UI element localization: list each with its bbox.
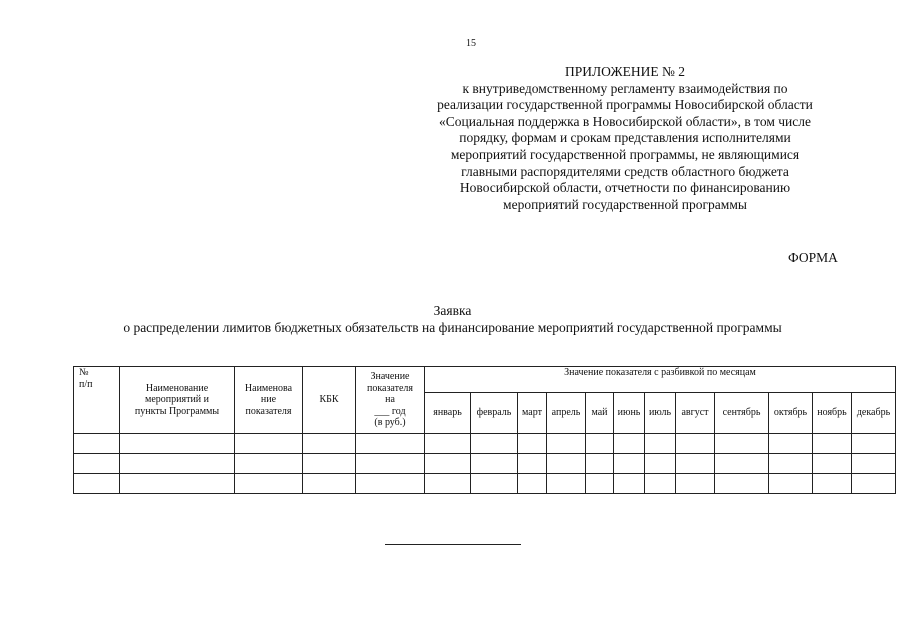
table-cell xyxy=(676,454,715,474)
title-line-2: о распределении лимитов бюджетных обязательств на финансирование мероприятий государственной программы xyxy=(123,320,782,335)
header-indicator-value xyxy=(356,367,425,434)
table-cell xyxy=(471,434,518,454)
table-cell xyxy=(74,434,120,454)
month-header: апрель xyxy=(547,393,586,434)
header-line: Значение xyxy=(370,371,410,383)
table-cell xyxy=(74,474,120,494)
header-num-line: п/п xyxy=(79,378,93,390)
table-cell xyxy=(645,434,676,454)
table-cell xyxy=(356,434,425,454)
table-cell xyxy=(547,434,586,454)
month-header: май xyxy=(586,393,614,434)
table-cell xyxy=(471,474,518,494)
appendix-line: «Социальная поддержка в Новосибирской области», в том числе xyxy=(438,113,811,129)
header-line: ___ год xyxy=(374,405,406,417)
table-cell xyxy=(769,454,813,474)
appendix-header xyxy=(410,64,840,213)
table-cell xyxy=(813,454,852,474)
appendix-line: ПРИЛОЖЕНИЕ № 2 xyxy=(564,64,686,79)
appendix-line: порядку, формам и срокам представления исполнителями xyxy=(459,130,791,146)
table-cell xyxy=(425,434,471,454)
table-cell xyxy=(614,474,645,494)
table-cell xyxy=(715,474,769,494)
month-header: сентябрь xyxy=(715,393,769,434)
month-header: август xyxy=(676,393,715,434)
table-cell xyxy=(471,454,518,474)
header-num-line: № xyxy=(79,367,89,378)
table-cell xyxy=(356,454,425,474)
table-cell xyxy=(645,454,676,474)
appendix-line: к внутриведомственному регламенту взаимодействия по xyxy=(462,80,788,96)
appendix-line: мероприятий государственной программы xyxy=(503,196,747,212)
month-header: январь xyxy=(425,393,471,434)
table-cell xyxy=(303,434,356,454)
table-cell xyxy=(614,454,645,474)
header-monthly-breakdown: Значение показателя с разбивкой по месяцам xyxy=(425,367,896,393)
table-cell xyxy=(852,474,896,494)
header-line: мероприятий и xyxy=(145,394,209,406)
request-form-table xyxy=(73,366,896,494)
header-kbk: КБК xyxy=(303,367,356,434)
month-header: июль xyxy=(645,393,676,434)
appendix-line: Новосибирской области, отчетности по финансированию xyxy=(459,180,791,196)
table-cell xyxy=(303,454,356,474)
header-activity-name xyxy=(120,367,235,434)
table-cell xyxy=(645,474,676,494)
table-row xyxy=(74,454,896,474)
header-line: показателя xyxy=(245,405,292,417)
table-cell xyxy=(769,434,813,454)
table-cell xyxy=(586,454,614,474)
table-cell xyxy=(303,474,356,494)
table-cell xyxy=(614,434,645,454)
header-line: Наименование xyxy=(145,382,209,394)
header-line: Наименова xyxy=(244,382,293,394)
table-cell xyxy=(235,474,303,494)
table-cell xyxy=(852,434,896,454)
form-label: ФОРМА xyxy=(788,250,838,265)
table-cell xyxy=(715,434,769,454)
document-title xyxy=(40,302,865,336)
header-line: показателя xyxy=(366,382,414,394)
table-cell xyxy=(120,434,235,454)
header-indicator-name xyxy=(235,367,303,434)
table-cell xyxy=(769,474,813,494)
table-cell xyxy=(715,454,769,474)
table-cell xyxy=(356,474,425,494)
signature-line xyxy=(385,544,521,545)
month-header: ноябрь xyxy=(813,393,852,434)
table-cell xyxy=(120,474,235,494)
table-cell xyxy=(547,474,586,494)
table-cell xyxy=(547,454,586,474)
table-row xyxy=(74,474,896,494)
table-cell xyxy=(586,474,614,494)
month-header: октябрь xyxy=(769,393,813,434)
page-number: 15 xyxy=(466,38,476,49)
table-cell xyxy=(425,454,471,474)
table-cell xyxy=(235,434,303,454)
table-cell xyxy=(120,454,235,474)
table-cell xyxy=(813,474,852,494)
month-header: март xyxy=(518,393,547,434)
table-cell xyxy=(425,474,471,494)
appendix-line: мероприятий государственной программы, не являющимися xyxy=(450,146,800,162)
table-cell xyxy=(813,434,852,454)
table-cell xyxy=(518,434,547,454)
header-line: на xyxy=(385,394,395,406)
table-cell xyxy=(852,454,896,474)
table-cell xyxy=(235,454,303,474)
header-num xyxy=(74,367,120,434)
header-line: ние xyxy=(260,394,277,406)
month-header: июнь xyxy=(614,393,645,434)
table-cell xyxy=(518,474,547,494)
header-line: (в руб.) xyxy=(374,417,406,429)
month-header: декабрь xyxy=(852,393,896,434)
table-cell xyxy=(586,434,614,454)
table-row xyxy=(74,434,896,454)
table-cell xyxy=(676,434,715,454)
table-cell xyxy=(74,454,120,474)
title-line-1: Заявка xyxy=(433,303,472,318)
month-header: февраль xyxy=(471,393,518,434)
appendix-line: главными распорядителями средств областного бюджета xyxy=(461,163,789,179)
appendix-line: реализации государственной программы Новосибирской области xyxy=(437,97,813,113)
table-cell xyxy=(676,474,715,494)
header-line: пункты Программы xyxy=(134,405,220,417)
table-cell xyxy=(518,454,547,474)
